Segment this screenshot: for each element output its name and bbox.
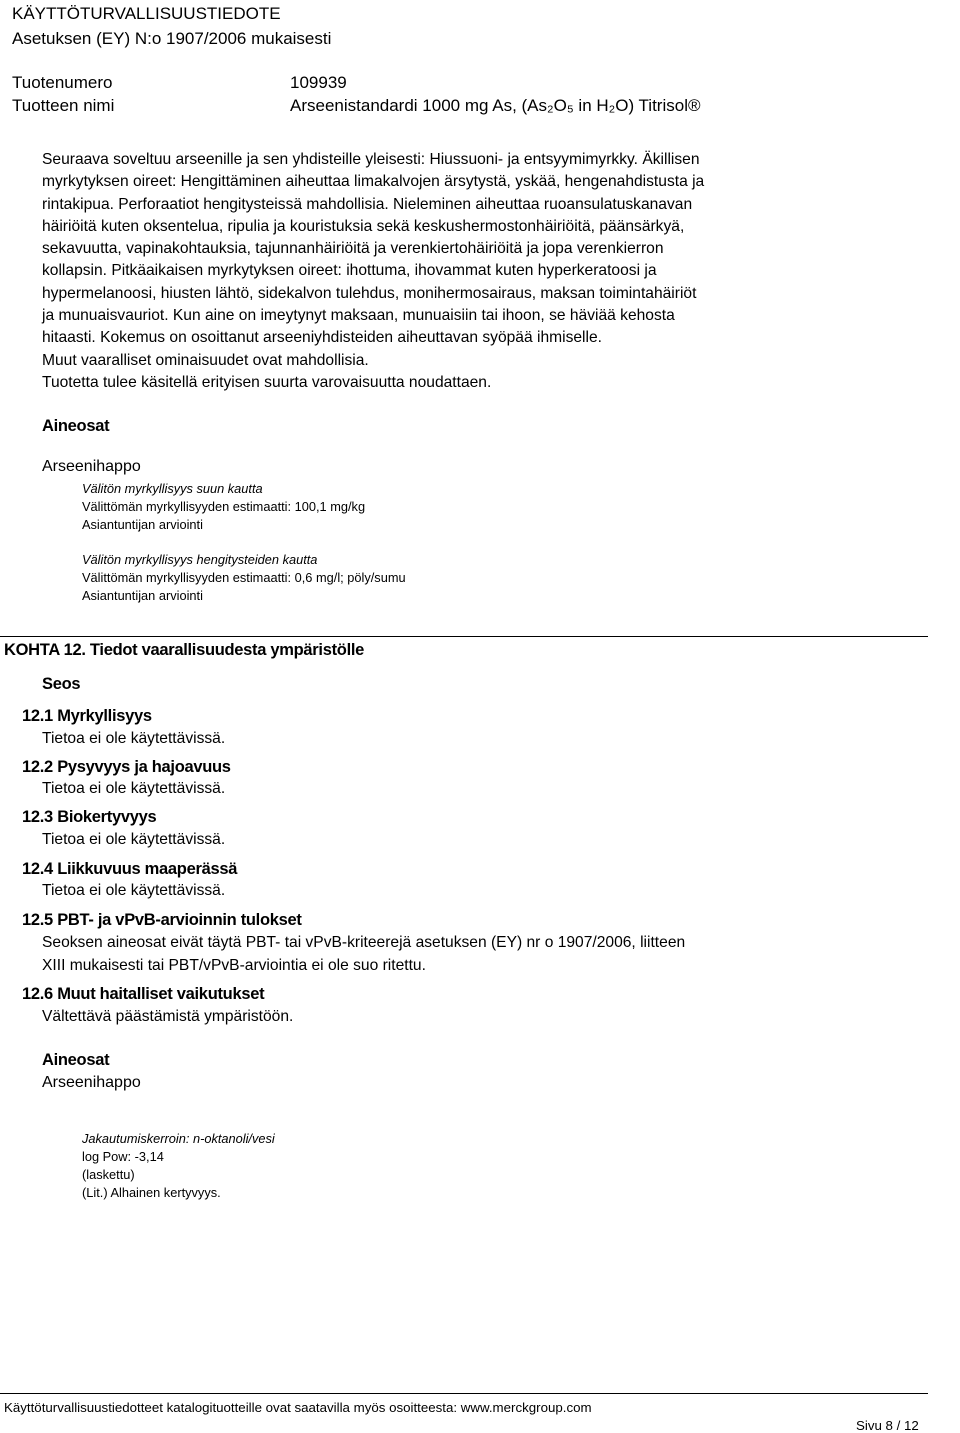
- footer-note: Käyttöturvallisuustiedotteet katalogituotteille ovat saatavilla myös osoitteesta: www.merckgroup.com: [4, 1400, 592, 1415]
- pbt-subsection-text: Seoksen aineosat eivät täytä PBT- tai vPvB-kriteerejä asetuksen (EY) nr o 1907/2006, liitteen: [42, 934, 686, 951]
- product-number-value: 109939: [290, 73, 347, 92]
- inhalation-toxicity-value: Välittömän myrkyllisyyden estimaatti: 0,6 mg/l; pöly/sumu: [82, 570, 406, 585]
- mobility-subsection-text: Tietoa ei ole käytettävissä.: [42, 882, 226, 899]
- persistence-subsection-title: 12.2 Pysyvyys ja hajoavuus: [22, 758, 231, 776]
- other-effects-subsection-title: 12.6 Muut haitalliset vaikutukset: [22, 985, 265, 1003]
- other-effects-subsection-text: Vältettävä päästämistä ympäristöön.: [42, 1008, 294, 1025]
- paragraph-line: myrkytyksen oireet: Hengittäminen aiheuttaa limakalvojen ärsytystä, yskää, hengenahdistusta ja: [42, 173, 705, 191]
- oral-toxicity-title: Välitön myrkyllisyys suun kautta: [82, 481, 263, 496]
- paragraph-line: Muut vaaralliset ominaisuudet ovat mahdollisia.: [42, 351, 369, 369]
- paragraph-line: häiriöitä kuten oksentelua, ripulia ja kouristuksia sekä keskushermostonhäiriöitä, päänsärkyä,: [42, 217, 685, 235]
- toxicity-subsection-title: 12.1 Myrkyllisyys: [22, 707, 152, 725]
- paragraph-line: Tuotetta tulee käsitellä erityisen suurta varovaisuutta noudattaen.: [42, 373, 492, 391]
- product-name-label: Tuotteen nimi: [12, 96, 115, 115]
- oral-toxicity-source: Asiantuntijan arviointi: [82, 517, 203, 532]
- persistence-subsection-text: Tietoa ei ole käytettävissä.: [42, 780, 226, 797]
- paragraph-line: ja munuaisvauriot. Kun aine on imeytynyt maksaan, munuaisiin tai ihoon, se häviää kehosta: [42, 307, 675, 325]
- footer-divider: [0, 1393, 928, 1394]
- ingredients-heading: Aineosat: [42, 1051, 110, 1069]
- paragraph-line: rintakipua. Perforaatiot hengitysteissä mahdollisia. Nieleminen aiheuttaa ruoansulatuskanavan: [42, 195, 693, 213]
- paragraph-line: hitaasti. Kokemus on osoittanut arseeniyhdisteiden aiheuttavan syöpää ihmiselle.: [42, 329, 602, 347]
- substance-name: Arseenihappo: [42, 1074, 141, 1091]
- toxicity-paragraph: [42, 149, 832, 394]
- pbt-subsection-title: 12.5 PBT- ja vPvB-arvioinnin tulokset: [22, 911, 302, 929]
- inhalation-toxicity-source: Asiantuntijan arviointi: [82, 588, 203, 603]
- paragraph-line: kollapsin. Pitkäaikaisen myrkytyksen oireet: ihottuma, ihovammat kuten hyperkeratoosi ja: [42, 262, 657, 280]
- bioaccumulation-subsection-text: Tietoa ei ole käytettävissä.: [42, 831, 226, 848]
- calculation-note: (laskettu): [82, 1167, 135, 1182]
- document-title: KÄYTTÖTURVALLISUUSTIEDOTE: [12, 4, 281, 23]
- pbt-subsection-text: XIII mukaisesti tai PBT/vPvB-arviointia ei ole suo ritettu.: [42, 957, 426, 974]
- paragraph-line: Seuraava soveltuu arseenille ja sen yhdisteille yleisesti: Hiussuoni- ja entsyymimyrkky. Äkillisen: [42, 151, 700, 168]
- section-divider: [0, 636, 928, 637]
- substance-name: Arseenihappo: [42, 458, 141, 475]
- paragraph-line: sekavuutta, vapinakohtauksia, tajunnanhäiriöitä ja verenkiertohäiriöitä ja jopa verenkierron: [42, 240, 664, 258]
- literature-note: (Lit.) Alhainen kertyvyys.: [82, 1185, 221, 1200]
- mixture-label: Seos: [42, 675, 81, 693]
- paragraph-line: hypermelanoosi, hiusten lähtö, sidekalvon tulehdus, monihermosairaus, maksan toimintahäiriöt: [42, 284, 697, 302]
- page-number: Sivu 8 / 12: [856, 1418, 919, 1433]
- oral-toxicity-value: Välittömän myrkyllisyyden estimaatti: 100,1 mg/kg: [82, 499, 366, 514]
- toxicity-subsection-text: Tietoa ei ole käytettävissä.: [42, 730, 226, 747]
- regulation-subtitle: Asetuksen (EY) N:o 1907/2006 mukaisesti: [12, 29, 332, 48]
- bioaccumulation-subsection-title: 12.3 Biokertyvyys: [22, 808, 157, 826]
- mobility-subsection-title: 12.4 Liikkuvuus maaperässä: [22, 860, 238, 878]
- partition-coefficient-title: Jakautumiskerroin: n-oktanoli/vesi: [82, 1131, 275, 1146]
- inhalation-toxicity-title: Välitön myrkyllisyys hengitysteiden kautta: [82, 552, 318, 567]
- log-pow-value: log Pow: -3,14: [82, 1149, 164, 1164]
- ingredients-heading: Aineosat: [42, 417, 110, 435]
- section-12-title: KOHTA 12. Tiedot vaarallisuudesta ympäristölle: [4, 641, 365, 659]
- product-name-value: Arseenistandardi 1000 mg As, (As₂O₅ in H₂O) Titrisol®: [290, 96, 701, 115]
- product-number-label: Tuotenumero: [12, 73, 113, 92]
